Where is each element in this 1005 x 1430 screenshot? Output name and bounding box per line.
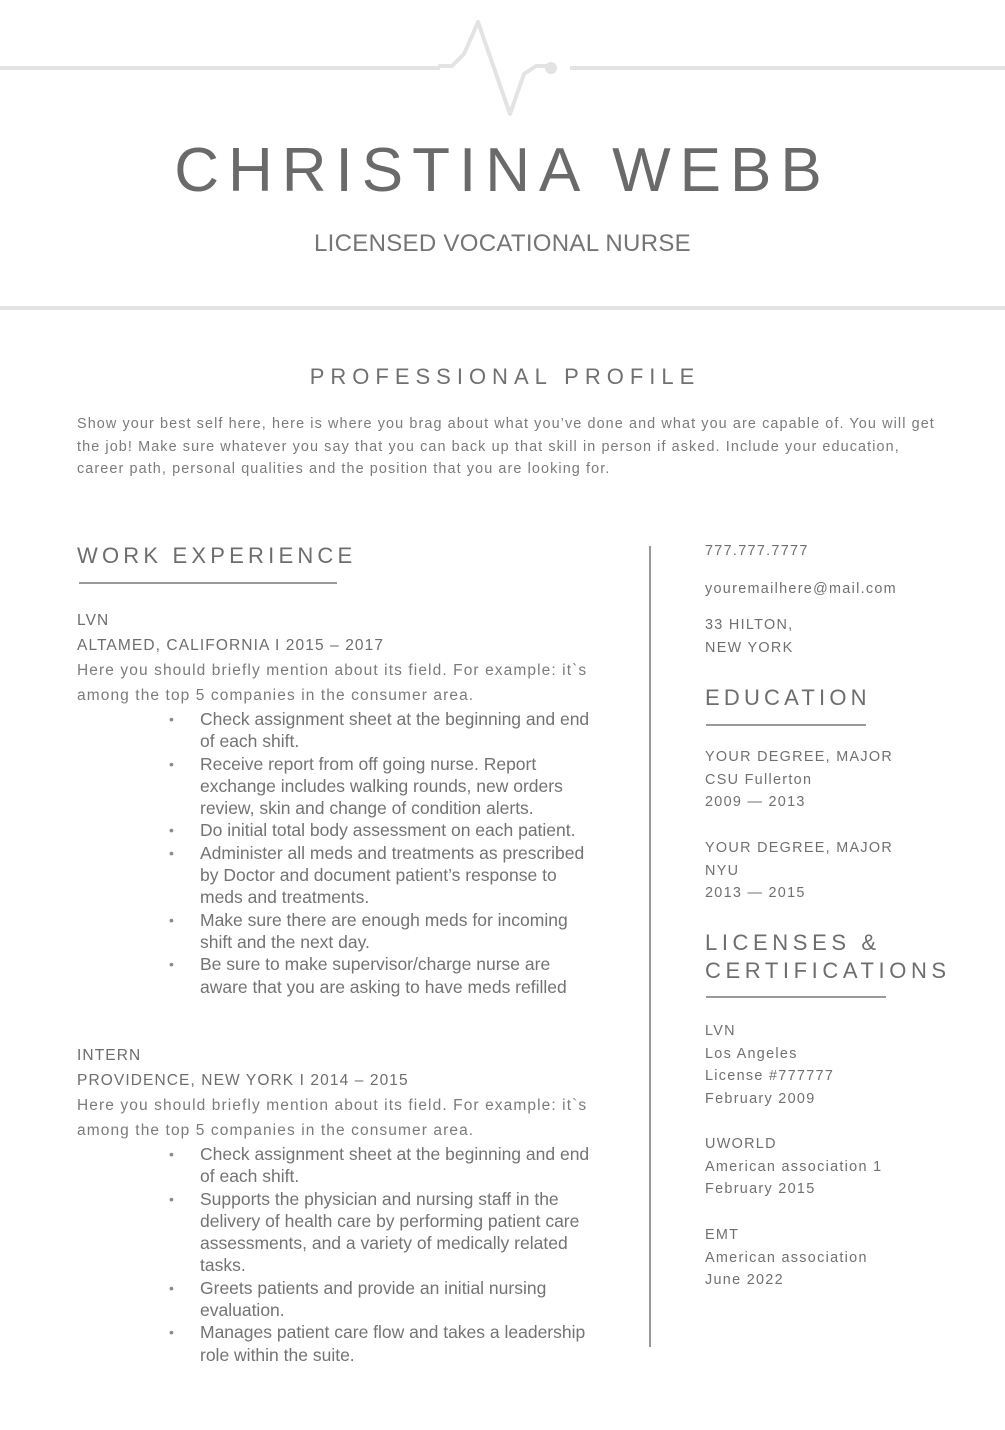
work-experience-heading: WORK EXPERIENCE (77, 543, 357, 568)
license-date: February 2009 (705, 1091, 816, 1108)
list-item: • Check assignment sheet at the beginning and end of each shift. (200, 708, 600, 753)
list-item: • Supports the physician and nursing staff in the delivery of health care by performing patient care assessments, and a variety of medically related tasks. (200, 1188, 600, 1277)
license-item-2 (705, 1133, 995, 1201)
years: 2009 — 2013 (705, 794, 806, 811)
top-rule-right (570, 66, 1005, 70)
heartbeat-icon (430, 14, 580, 124)
list-item: • Manages patient care flow and takes a leadership role within the suite. (200, 1321, 600, 1366)
education-item-1 (705, 746, 995, 814)
work-experience-underline (79, 582, 337, 584)
licenses-heading-line-2: CERTIFICATIONS (705, 958, 951, 983)
header-bottom-rule (0, 306, 1005, 310)
job-company-2: PROVIDENCE, NEW YORK I 2014 – 2015 (77, 1072, 409, 1089)
degree: YOUR DEGREE, MAJOR (705, 840, 894, 856)
job-entry-1 (77, 608, 637, 998)
list-item: • Make sure there are enough meds for incoming shift and the next day. (200, 909, 600, 954)
school: NYU (705, 862, 740, 879)
list-item: • Administer all meds and treatments as prescribed by Doctor and document patient’s response to meds and treatments. (200, 842, 600, 909)
address-line-1: 33 HILTON, (705, 617, 794, 634)
licenses-heading-line-1: LICENSES & (705, 930, 881, 955)
license-detail: American association (705, 1249, 868, 1266)
years: 2013 — 2015 (705, 885, 806, 902)
profile-text: Show your best self here, here is where you brag about what you’ve done and what you are capable of. You will get the job! Make sure whatever you say that you can back up that skill in person if asked. Include your education, career path, personal qualities and the position that you are looking for. (77, 416, 935, 477)
degree: YOUR DEGREE, MAJOR (705, 749, 894, 765)
list-item: • Greets patients and provide an initial nursing evaluation. (200, 1277, 600, 1322)
top-rule-left (0, 66, 440, 70)
license-item-3 (705, 1224, 995, 1292)
school: CSU Fullerton (705, 771, 813, 788)
education-item-2 (705, 837, 995, 905)
license-date: June 2022 (705, 1272, 784, 1289)
column-divider (649, 546, 651, 1347)
job-description-2: Here you should briefly mention about its field. For example: it`s among the top 5 companies in the consumer area. (77, 1097, 588, 1139)
phone: 777.777.7777 (705, 543, 809, 559)
email: youremailhere@mail.com (705, 580, 897, 597)
licenses-heading (705, 929, 951, 985)
list-item: • Do initial total body assessment on each patient. (200, 819, 600, 841)
job-description-1: Here you should briefly mention about its field. For example: it`s among the top 5 companies in the consumer area. (77, 662, 588, 704)
job-2-bullets (77, 1143, 637, 1366)
list-item: • Check assignment sheet at the beginning and end of each shift. (200, 1143, 600, 1188)
contact-block (705, 540, 995, 660)
list-item: • Receive report from off going nurse. Report exchange includes walking rounds, new orders review, skin and change of condition alerts. (200, 753, 600, 820)
license-name: UWORLD (705, 1136, 777, 1152)
job-1-bullets (77, 708, 637, 998)
licenses-underline (706, 996, 886, 998)
address-line-2: NEW YORK (705, 640, 794, 657)
job-title-2: INTERN (77, 1047, 142, 1064)
job-title: LICENSED VOCATIONAL NURSE (314, 230, 691, 257)
license-detail: Los Angeles (705, 1045, 798, 1062)
job-title-1: LVN (77, 612, 110, 629)
education-underline (706, 724, 866, 726)
education-heading: EDUCATION (705, 685, 871, 710)
license-date: February 2015 (705, 1181, 816, 1198)
license-detail: License #777777 (705, 1068, 835, 1085)
list-item: • Be sure to make supervisor/charge nurse are aware that you are asking to have meds refilled (200, 953, 600, 998)
license-name: EMT (705, 1227, 740, 1243)
license-item-1 (705, 1020, 995, 1111)
job-company-1: ALTAMED, CALIFORNIA I 2015 – 2017 (77, 637, 385, 654)
candidate-name: CHRISTINA WEBB (174, 136, 831, 205)
license-detail: American association 1 (705, 1158, 883, 1175)
profile-heading: PROFESSIONAL PROFILE (309, 364, 701, 389)
job-entry-2 (77, 1043, 637, 1366)
license-name: LVN (705, 1023, 736, 1039)
